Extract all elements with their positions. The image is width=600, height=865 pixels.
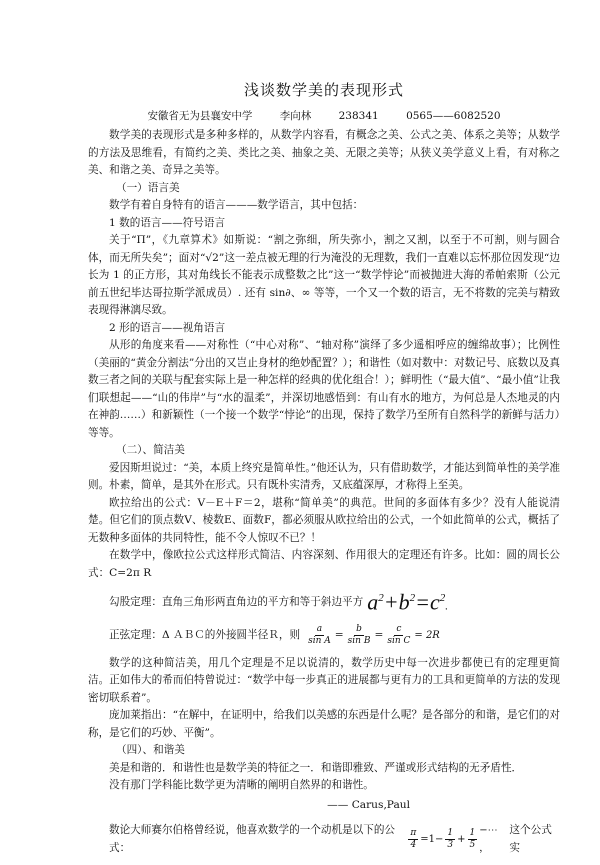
paragraph: 在数学中，像欧拉公式这样形式简洁、内容深刻、作用很大的定理还有许多。比如：圆的周长公式：C=2π R <box>88 549 560 579</box>
paragraph: 美是和谐的．和谐性也是数学美的特征之一．和谐即雅致、严谨或形式结构的无矛盾性． <box>109 761 523 774</box>
intro-paragraph: 数学美的表现形式是多种多样的，从数学内容看，有概念之美、公式之美、体系之美等；从数学的方法及思维看，有简约之美、类比之美、抽象之美、无限之美等；从狭义美学意义上看，有对称之美、和谐之美、奇异之美等。 <box>88 129 560 176</box>
paragraph: 庞加莱指出：“在解中，在证明中，给我们以美感的东西是什么呢？是各部分的和谐，是它们的对称，是它们的巧妙、平衡”。 <box>88 709 560 739</box>
paragraph: 爱因斯坦说过：“美，本质上终究是简单性。”他还认为，只有借助数学，才能达到简单性的美学准则。朴素，简单，是其外在形式。只有既朴实清秀，又底蕴深厚，才称得上至美。 <box>88 461 560 491</box>
author-line <box>88 108 560 126</box>
leibniz-trailing-text: 这个公式实 <box>509 824 552 854</box>
pythagorean-text: 勾股定理：直角三角形两直角边的平方和等于斜边平方 <box>109 596 364 609</box>
author-phone: 0565——6082520 <box>406 109 501 122</box>
paragraph: 数学的这种简洁美，用几个定理是不足以说清的，数学历史中每一次进步都使已有的定理更简洁。正如伟大的希而伯特曾说过：“数学中每一步真正的进展都与更有力的工具和更简单的方法的发现密切联系着”。 <box>88 656 560 704</box>
leibniz-text: 数论大师赛尔伯格曾经说，他喜欢数学的一个动机是以下的公式： <box>109 824 396 854</box>
pythagorean-theorem-line <box>88 590 560 616</box>
section-heading-harmony: （四）、和谐美 <box>116 744 185 757</box>
author-name: 李向林 <box>279 109 312 122</box>
sine-law-tail: = 2R <box>414 629 440 641</box>
one-third: $\frac{1}{3}$ <box>447 828 454 851</box>
paragraph: 欧拉给出的公式：V－E＋F＝2，堪称“简单美”的典范。世间的多面体有多少？没有人能说清楚。但它们的顶点数V、棱数E、面数F，都必须服从欧拉给出的公式，一个如此简单的公式，概括了无数种多面体的共同特性，能不令人惊叹不已？！ <box>88 496 560 544</box>
section-heading-language: （一）语言美 <box>116 181 180 194</box>
subheading-number-language: 1 数的语言——符号语言 <box>109 216 226 229</box>
sine-law-line: 正弦定理：Δ ＡＢＣ的外接圆半径Ｒ，则 $\frac{a}{\text{sin A}}$ = $\frac{b}{\text{sin B}}$ = $\frac{c}{\text{sin C}}$ = 2R <box>109 623 440 646</box>
sine-fraction-b: $\frac{b}{\text{sin B}}$ <box>347 623 371 646</box>
author-postcode: 238341 <box>338 109 379 122</box>
paragraph: 没有那门学科能比数学更为清晰的阐明自然界的和谐性。 <box>109 779 374 792</box>
page-title: 浅谈数学美的表现形式 <box>243 81 404 99</box>
paragraph: 数学有着自身特有的语言———数学语言，其中包括： <box>109 199 364 211</box>
author-school: 安徽省无为县襄安中学 <box>147 109 253 122</box>
section-heading-simplicity: （二）、简洁美 <box>116 444 185 456</box>
pi-over-four: $\frac{\pi}{4}$ <box>410 828 417 851</box>
subheading-shape-language: 2 形的语言——视角语言 <box>109 321 226 334</box>
sine-fraction-a: $\frac{a}{\text{sin A}}$ <box>308 623 331 646</box>
sine-fraction-c: $\frac{c}{\text{sin C}}$ <box>387 623 411 646</box>
leibniz-formula-line: 数论大师赛尔伯格曾经说，他喜欢数学的一个动机是以下的公式： $\frac{\pi}{4}$ =1− $\frac{1}{3}$ + $\frac{1}{5}$ −⋯ ， 这个公式实 <box>88 822 560 857</box>
paragraph: 从形的角度来看——对称性（“中心对称”、“轴对称”演绎了多少遥相呼应的缠绵故事）；比例性（美丽的“黄金分割法”分出的又岂止身材的绝妙配置？）；和谐性（如对数中：对数记号、底数以及真数三者之间的关联与配套实际上是一种怎样的经典的优化组合！）；鲜明性（“最大值”、“最小值”让我们联想起——“山的伟岸”与“水的温柔”，并深切地感悟到：有山有水的地方，为何总是人杰地灵的内在神韵……）和新颖性（一个接一个数学“悖论”的出现，保持了数学乃至所有自然科学的新鲜与活力）等等。 <box>88 339 560 439</box>
document-page <box>88 82 560 865</box>
pythagorean-formula: $a^2+b^2=c^2$. <box>367 589 448 615</box>
sine-law-text: 正弦定理：Δ ＡＢＣ的外接圆半径Ｒ，则 <box>109 628 301 641</box>
one-fifth: $\frac{1}{5}$ <box>469 828 476 851</box>
quote-signature: —— Carus,Paul <box>327 798 410 811</box>
paragraph: 关于“Π”，《九章算术》如斯说：“割之弥细，所失弥小，割之又割，以至于不可割，则与圆合体，而无所失矣”；面对“√2”这一差点被无理的行为淹没的无理数，我们一直难以忘怀那位因发现“边长为 1 的正方形，其对角线长不能表示成整数之比”这一“数学悖论”而被抛进大海的希帕索斯（公元前五世纪毕达哥拉斯学派成员）. 还有 sin∂、∞ 等等，一个又一个数的语言，无不将数的完美与精致表现得淋漓尽致。 <box>88 234 560 316</box>
